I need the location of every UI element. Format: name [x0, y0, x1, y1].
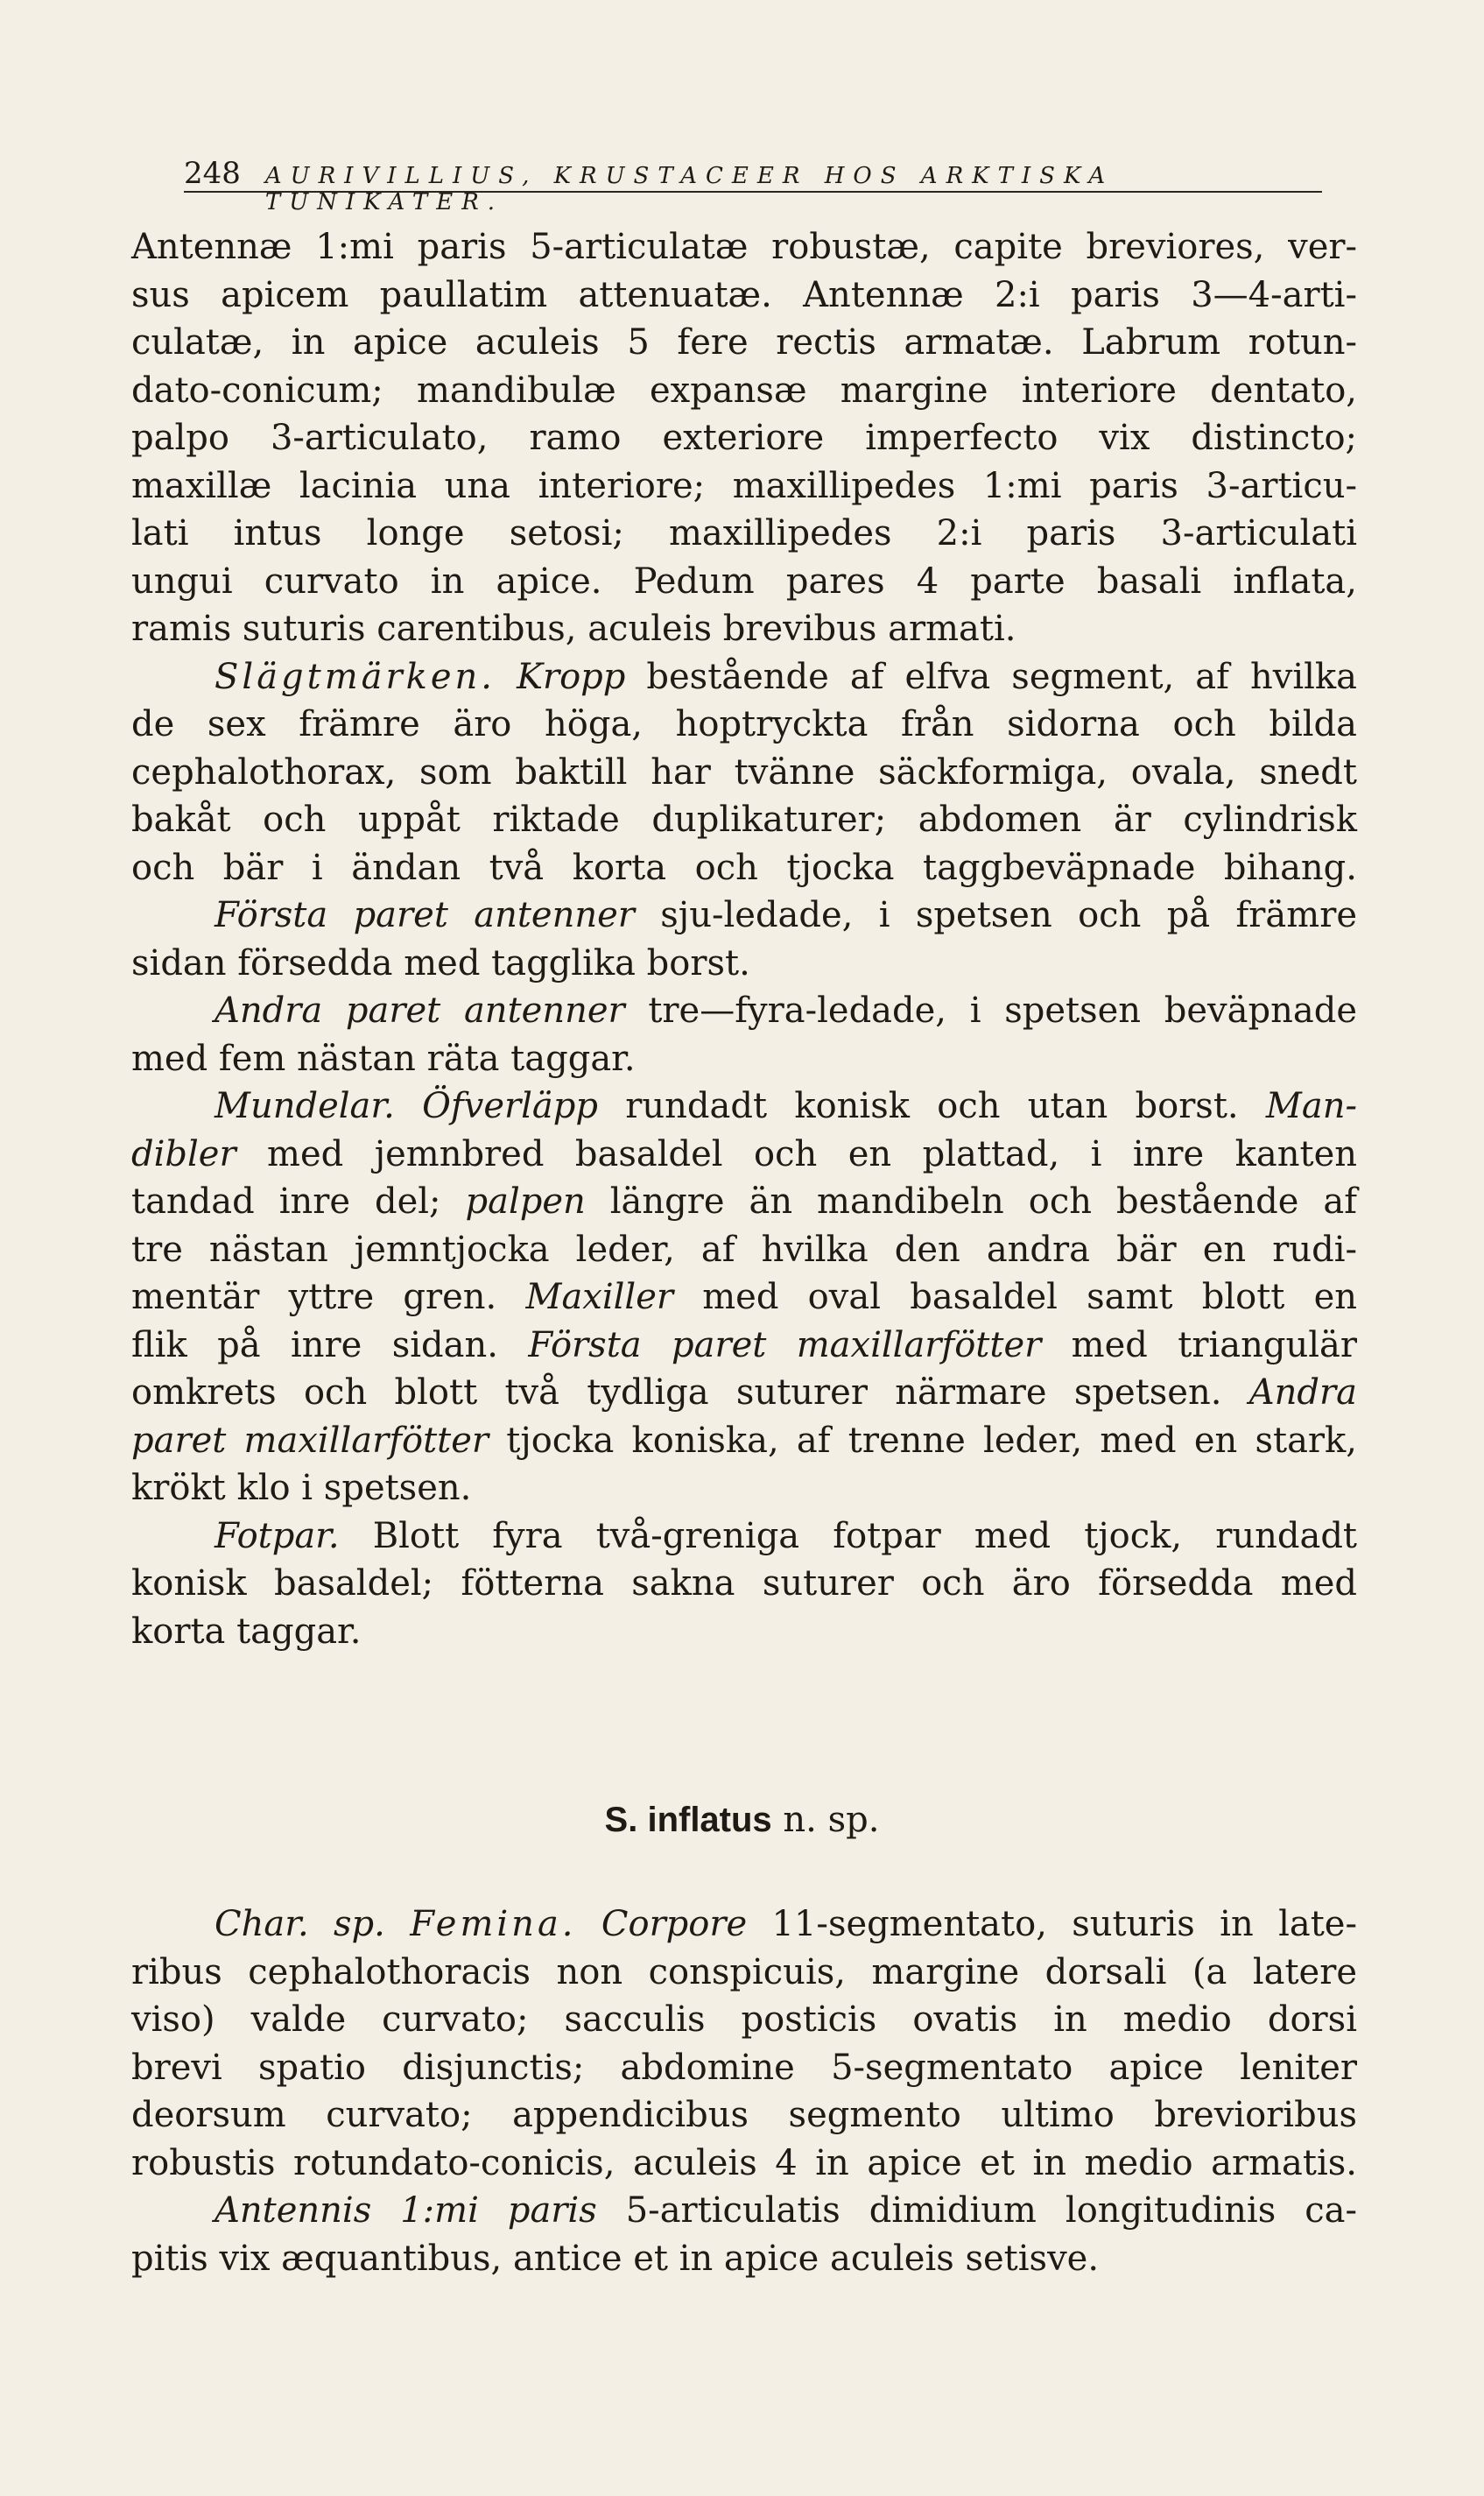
text-run: mentär yttre gren. — [131, 1277, 526, 1317]
text-run: pitis vix æquantibus, antice et in apice aculeis setisve. — [131, 2238, 1100, 2279]
text-line — [131, 558, 1357, 606]
italic-term: Mundelar. — [215, 1086, 395, 1126]
text-run: robustis rotundato-conicis, aculeis 4 in apice et in medio armatis. — [131, 2142, 1357, 2183]
text-run: bestående af elfva segment, af hvilka — [625, 656, 1358, 697]
text-run: tjocka koniska, af trenne leder, med en stark, — [489, 1420, 1358, 1461]
text-line — [131, 1178, 1357, 1226]
italic-term: Första paret antenner — [215, 895, 635, 935]
text-run — [395, 1086, 422, 1126]
italic-term: Kropp — [517, 656, 626, 697]
text-run: sus apicem paullatim attenuatæ. Antennæ 2:i paris 3—4-arti- — [131, 274, 1357, 315]
text-run: tre—fyra-ledade, i spetsen beväpnade — [624, 991, 1357, 1031]
italic-term: Andra — [1248, 1372, 1357, 1413]
text-run: ungui curvato in apice. Pedum pares 4 parte basali inflata, — [131, 561, 1357, 602]
text-run: ribus cephalothoracis non conspicuis, margine dorsali (a latere — [131, 1951, 1357, 1992]
text-run: och bär i ändan två korta och tjocka taggbeväpnade bihang. — [131, 847, 1357, 888]
italic-term: Andra paret antenner — [215, 991, 625, 1031]
italic-term: dibler — [131, 1133, 236, 1174]
italic-term: Antennis 1:mi paris — [215, 2190, 597, 2231]
text-line — [131, 462, 1357, 511]
text-run: maxillæ lacinia una interiore; maxillipedes 1:mi paris 3-articu- — [131, 465, 1357, 506]
text-run: 5-articulatis dimidium longitudinis ca- — [596, 2190, 1357, 2231]
text-run: viso) valde curvato; sacculis posticis ovatis in medio dorsi — [131, 1999, 1357, 2040]
text-line — [131, 1996, 1357, 2044]
text-run: bakåt och uppåt riktade duplikaturer; abdomen är cylindrisk — [131, 800, 1357, 840]
italic-term: paret maxillarfötter — [131, 1420, 489, 1461]
species-name: S. inflatus — [604, 1801, 772, 1839]
species-heading — [0, 1800, 1484, 1840]
text-line — [131, 271, 1357, 320]
text-run: Antennæ 1:mi paris 5-articulatæ robustæ, capite breviores, ver- — [131, 227, 1357, 267]
text-run: med fem nästan räta taggar. — [131, 1038, 636, 1079]
text-run: cephalothorax, som baktill har tvänne säckformiga, ovala, snedt — [131, 751, 1357, 793]
text-line — [131, 319, 1357, 367]
text-run: längre än mandibeln och bestående af — [585, 1181, 1357, 1222]
text-line — [131, 510, 1357, 558]
italic-term: palpen — [465, 1181, 586, 1222]
text-run — [496, 657, 517, 697]
text-run: omkrets och blott två tydliga suturer närmare spetsen. — [131, 1372, 1249, 1413]
text-run: konisk basaldel; fötterna sakna suturer och äro försedda med — [131, 1563, 1357, 1604]
italic-term: Femina. — [410, 1904, 577, 1944]
text-line — [131, 1464, 1357, 1512]
text-line — [131, 223, 1357, 271]
text-line — [131, 2235, 1357, 2283]
text-line — [131, 653, 1357, 702]
text-line — [131, 1512, 1357, 1561]
text-line — [131, 749, 1357, 797]
italic-term: Char. sp. — [215, 1904, 385, 1944]
text-line — [131, 1369, 1357, 1417]
text-line — [131, 940, 1357, 988]
text-run: brevi spatio disjunctis; abdomine 5-segmentato apice leniter — [131, 2047, 1357, 2088]
text-run: med jemnbred basaldel och en plattad, i inre kanten — [236, 1133, 1357, 1174]
text-run — [385, 1904, 410, 1944]
text-run: med triangulär — [1041, 1324, 1357, 1365]
text-run: krökt klo i spetsen. — [131, 1468, 472, 1508]
text-run: ramis suturis carentibus, aculeis brevibus armati. — [131, 609, 1016, 649]
text-line — [131, 1608, 1357, 1656]
text-run — [577, 1904, 601, 1944]
text-run: culatæ, in apice aculeis 5 fere rectis armatæ. Labrum rotun- — [131, 322, 1357, 363]
italic-term: Slägtmärken. — [215, 656, 496, 697]
genus-description — [131, 223, 1357, 1655]
text-run: korta taggar. — [131, 1611, 362, 1652]
text-line — [131, 1900, 1357, 1949]
text-line — [131, 2091, 1357, 2140]
text-run: med oval basaldel samt blott en — [673, 1277, 1358, 1317]
species-description — [131, 1900, 1357, 2282]
text-run: lati intus longe setosi; maxillipedes 2:i paris 3-articulati — [131, 513, 1357, 553]
text-line — [131, 2140, 1357, 2188]
text-line — [131, 367, 1357, 415]
text-run: flik på inre sidan. — [131, 1324, 529, 1365]
text-run: tandad inre del; — [131, 1181, 466, 1222]
running-header — [184, 156, 1322, 215]
italic-term: Första paret maxillarfötter — [528, 1324, 1042, 1365]
text-run: rundadt konisk och utan borst. — [597, 1086, 1266, 1126]
page-number: 248 — [184, 156, 241, 191]
text-run: tre nästan jemntjocka leder, af hvilka den andra bär en rudi- — [131, 1229, 1357, 1270]
italic-term: Maxiller — [525, 1277, 674, 1317]
text-line — [131, 701, 1357, 749]
text-line — [131, 2044, 1357, 2092]
italic-term: Man- — [1265, 1086, 1358, 1126]
text-run: 11-segmentato, suturis in late- — [747, 1904, 1357, 1944]
text-line — [131, 1226, 1357, 1274]
text-line — [131, 892, 1357, 940]
text-line — [131, 1949, 1357, 1997]
text-run: palpo 3-articulato, ramo exteriore imperfecto vix distincto; — [131, 418, 1357, 458]
text-line — [131, 1273, 1357, 1322]
text-line — [131, 844, 1357, 892]
italic-term: Corpore — [601, 1904, 748, 1944]
text-run: de sex främre äro höga, hoptryckta från sidorna och bilda — [131, 704, 1357, 744]
text-line — [131, 1082, 1357, 1131]
text-run: sju-ledade, i spetsen och på främre — [634, 895, 1357, 935]
text-run: Blott fyra två-greniga fotpar med tjock, rundadt — [339, 1515, 1357, 1556]
running-title: AURIVILLIUS, KRUSTACEER HOS ARKTISKA TUNIKATER. — [264, 163, 1115, 215]
text-line — [131, 1035, 1357, 1083]
italic-term: Öfverläpp — [422, 1086, 598, 1126]
italic-term: Fotpar. — [215, 1515, 340, 1556]
species-suffix: n. sp. — [783, 1800, 880, 1840]
text-line — [131, 1417, 1357, 1465]
text-run: deorsum curvato; appendicibus segmento ultimo brevioribus — [131, 2095, 1357, 2135]
text-run: sidan försedda med tagglika borst. — [131, 942, 750, 984]
text-run: dato-conicum; mandibulæ expansæ margine interiore dentato, — [131, 370, 1357, 411]
text-line — [131, 605, 1357, 653]
text-line — [131, 1560, 1357, 1608]
text-line — [131, 987, 1357, 1035]
text-line — [131, 796, 1357, 844]
text-line — [131, 1131, 1357, 1179]
text-line — [131, 414, 1357, 462]
text-line — [131, 1322, 1357, 1370]
text-line — [131, 2187, 1357, 2235]
